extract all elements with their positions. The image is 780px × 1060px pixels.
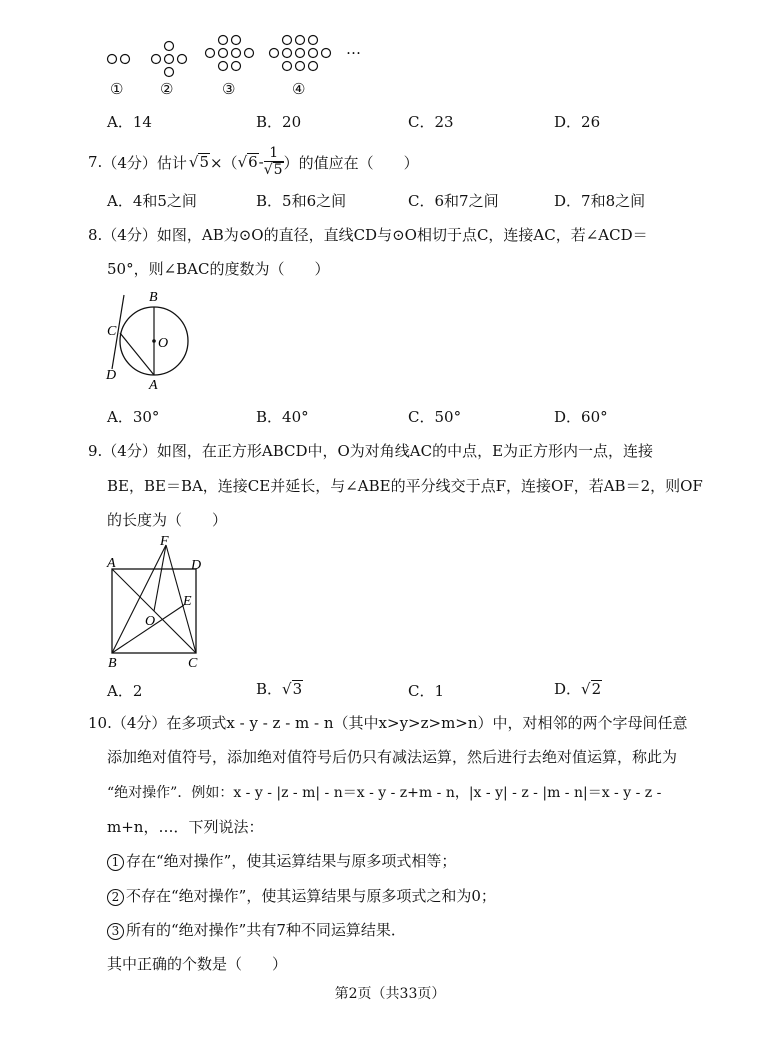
statement-mark-2: 2 (107, 889, 124, 906)
point-label-c: C (188, 656, 198, 671)
statement-mark-3: 3 (107, 923, 124, 940)
q8-option-c[interactable]: C．50° (408, 408, 462, 426)
q6-option-d[interactable]: D．26 (554, 113, 601, 131)
q9-square-figure (100, 533, 212, 673)
q6-option-c[interactable]: C．23 (408, 113, 454, 131)
point-label-c: C (107, 324, 117, 339)
q8-option-a[interactable]: A．30° (107, 408, 160, 426)
q7-stem: 7. （4分） 估计 √ 5 ×（ √ 6 - $\frac{1}{√5}$ ）的值应在（ ） (88, 144, 419, 178)
q10-statement-2: 2 不存在“绝对操作”，使其运算结果与原多项式之和为0； (107, 885, 496, 906)
q7-fraction: $\frac{1}{√5}$ (263, 144, 283, 178)
q6-option-a[interactable]: A．14 (107, 113, 152, 131)
q7-radicand-1: 5 (199, 153, 209, 172)
q9-option-b[interactable]: B．√3 (256, 680, 303, 698)
point-label-b: B (108, 656, 117, 671)
q9-option-d[interactable]: D．√2 (554, 680, 602, 698)
q8-circle-figure (100, 283, 200, 395)
q9-stem-line-3: 的长度为（ ） (107, 511, 228, 529)
q7-option-b[interactable]: B．5和6之间 (256, 192, 347, 210)
q8-option-b[interactable]: B．40° (256, 408, 309, 426)
q10-stem-line-1: 10.（4分）在多项式x - y - z - m - n（其中x>y>z>m>n）中，对相邻的两个字母间任意 (88, 714, 688, 732)
dot-pattern-figure (100, 30, 380, 105)
q10-statement-1: 1 存在“绝对操作”，使其运算结果与原多项式相等； (107, 850, 456, 871)
figure-label-2: ② (160, 80, 174, 98)
q6-option-b[interactable]: B．20 (256, 113, 302, 131)
q10-stem-line-3: “绝对操作”．例如：x - y - |z - m| - n＝x - y - z+m - n，|x - y| - z - |m - n|＝x - y - z - (107, 785, 662, 801)
point-label-a: A (107, 556, 116, 571)
figure-ellipsis: … (346, 40, 361, 58)
point-label-f: F (160, 534, 169, 549)
figure-label-4: ④ (292, 80, 306, 98)
point-label-b: B (149, 290, 158, 305)
point-label-o: O (158, 336, 169, 351)
point-label-a: A (149, 378, 158, 393)
q7-option-a[interactable]: A．4和5之间 (107, 192, 197, 210)
figure-label-3: ③ (222, 80, 236, 98)
point-label-d: D (191, 558, 202, 573)
q10-statement-3: 3 所有的“绝对操作”共有7种不同运算结果． (107, 919, 406, 940)
figure-label-1: ① (110, 80, 124, 98)
q9-option-c[interactable]: C．1 (408, 682, 445, 700)
q10-question: 其中正确的个数是（ ） (107, 955, 288, 973)
q7-option-d[interactable]: D．7和8之间 (554, 192, 646, 210)
statement-mark-1: 1 (107, 854, 124, 871)
q8-stem-line-2: 50°，则∠BAC的度数为（ ） (107, 260, 330, 278)
point-label-d: D (106, 368, 117, 383)
q9-stem-line-2: BE，BE＝BA，连接CE并延长，与∠ABE的平分线交于点F，连接OF，若AB＝2，则OF (107, 477, 703, 495)
page-footer: 第2页（共33页） (334, 986, 446, 1002)
q7-radicand-2: 6 (248, 153, 258, 172)
point-label-e: E (183, 594, 192, 609)
q9-stem-line-1: 9.（4分）如图，在正方形ABCD中，O为对角线AC的中点，E为正方形内一点，连接 (88, 442, 654, 460)
q9-option-a[interactable]: A．2 (107, 682, 143, 700)
point-label-o: O (145, 614, 156, 629)
q7-option-c[interactable]: C．6和7之间 (408, 192, 499, 210)
q10-stem-line-4: m+n，…．下列说法： (107, 818, 264, 836)
q8-stem-line-1: 8.（4分）如图，AB为⊙O的直径，直线CD与⊙O相切于点C，连接AC，若∠ACD＝ (88, 226, 648, 244)
q10-stem-line-2: 添加绝对值符号，添加绝对值符号后仍只有减法运算，然后进行去绝对值运算，称此为 (107, 748, 678, 766)
q8-option-d[interactable]: D．60° (554, 408, 608, 426)
